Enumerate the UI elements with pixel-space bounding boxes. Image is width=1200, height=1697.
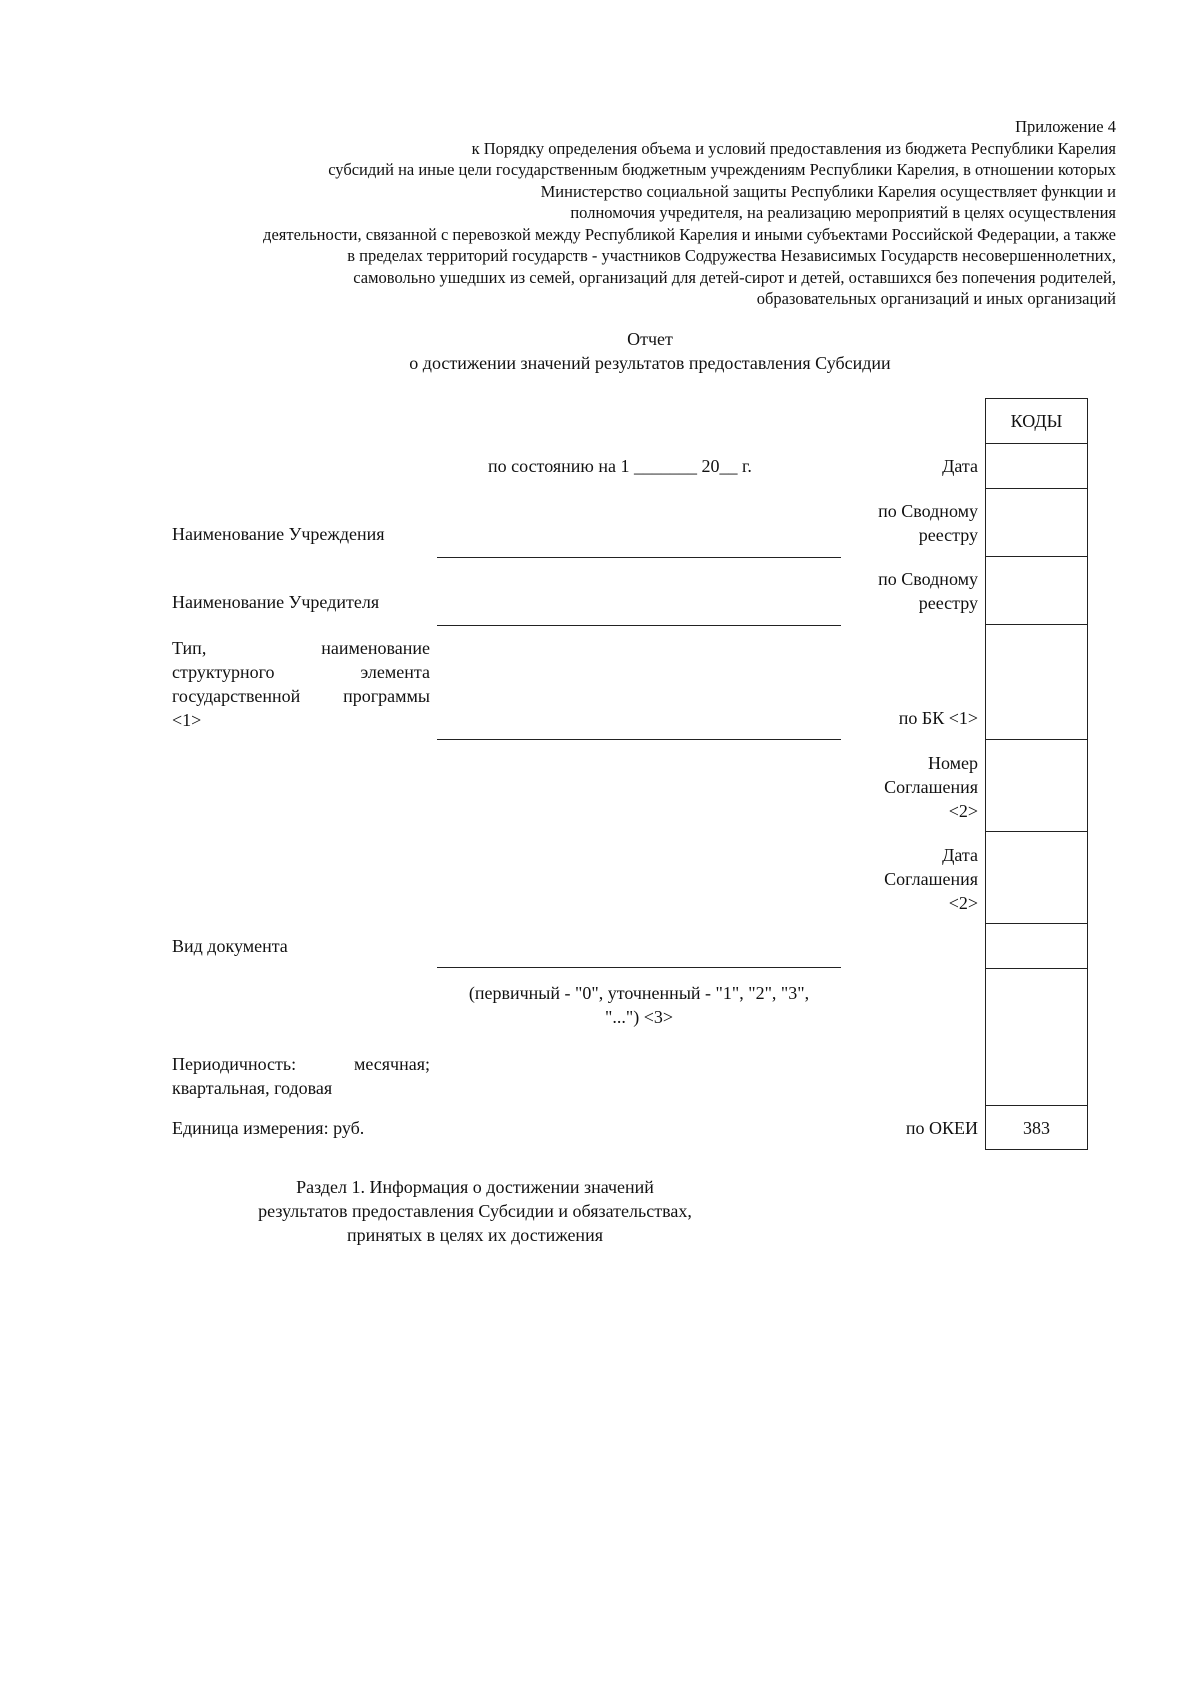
doc-type-line[interactable] <box>437 967 841 968</box>
appendix-line: образовательных организаций и иных организаций <box>756 289 1116 308</box>
doc-type-hint-1: (первичный - "0", уточненный - "1", "2", "3", <box>468 983 810 1003</box>
code-cell-bk[interactable] <box>986 624 1087 739</box>
appendix-line: в пределах территорий государств - участников Содружества Независимых Государств несовершеннолетних, <box>347 246 1116 265</box>
appendix-line: Приложение 4 <box>1015 117 1116 136</box>
code-cell-agreement-date[interactable] <box>986 831 1087 923</box>
label-periodicity-b: месячная; <box>353 1054 430 1074</box>
appendix-line: самовольно ушедших из семей, организаций для детей-сирот и детей, оставшихся без попечения родителей, <box>353 267 1116 287</box>
label-registry-institution-1: по Сводному <box>878 501 978 521</box>
label-registry-founder-2: реестру <box>918 593 978 613</box>
section1-heading-3: принятых в целях их достижения <box>347 1225 603 1245</box>
label-bk: по БК <1> <box>898 708 978 728</box>
label-date: Дата <box>942 456 978 476</box>
doc-type-hint-2: "...") <3> <box>605 1007 673 1027</box>
appendix-line: деятельности, связанной с перевозкой между Республикой Карелия и иными субъектами Российской Федерации, а также <box>263 224 1116 244</box>
label-program-word: наименование <box>321 638 430 658</box>
section1-heading-2: результатов предоставления Субсидии и обязательствах, <box>258 1201 692 1221</box>
label-okei: по ОКЕИ <box>905 1118 978 1138</box>
code-cell-registry-institution[interactable] <box>986 488 1087 556</box>
as-of-date: по состоянию на 1 _______ 20__ г. <box>488 456 752 476</box>
label-periodicity-2: квартальная, годовая <box>172 1078 333 1098</box>
label-program-word: структурного <box>172 662 275 682</box>
founder-name-line[interactable] <box>437 625 841 626</box>
label-registry-founder-1: по Сводному <box>878 569 978 589</box>
label-agreement-date-2: Соглашения <box>884 869 978 889</box>
label-program-word: программы <box>343 686 430 706</box>
code-cell-doc-type[interactable] <box>986 923 1087 968</box>
label-agreement-date-3: <2> <box>948 893 978 913</box>
appendix-line: Министерство социальной защиты Республики Карелия осуществляет функции и <box>540 181 1116 201</box>
program-element-line[interactable] <box>437 739 841 740</box>
label-unit: Единица измерения: руб. <box>172 1118 365 1138</box>
label-agreement-number-1: Номер <box>927 753 978 773</box>
institution-name-line[interactable] <box>437 557 841 558</box>
section1-heading-1: Раздел 1. Информация о достижении значений <box>296 1177 654 1197</box>
label-founder: Наименование Учредителя <box>172 592 380 612</box>
code-cell-agreement-number[interactable] <box>986 739 1087 831</box>
label-registry-institution-2: реестру <box>918 525 978 545</box>
appendix-line: субсидий на иные цели государственным бюджетным учреждениям Республики Карелия, в отношении которых <box>328 160 1116 179</box>
codes-table <box>985 398 1088 1150</box>
code-cell-periodicity[interactable] <box>986 968 1087 1105</box>
label-program-word: государственной <box>172 686 301 706</box>
report-title: Отчет <box>627 329 673 349</box>
label-program-word: Тип, <box>172 638 207 658</box>
label-doc-type: Вид документа <box>172 936 288 956</box>
code-cell-registry-founder[interactable] <box>986 556 1087 624</box>
code-cell-date[interactable] <box>986 443 1087 488</box>
report-subtitle: о достижении значений результатов предоставления Субсидии <box>409 353 891 373</box>
label-program-word: элемента <box>360 662 430 682</box>
label-agreement-date-1: Дата <box>942 845 978 865</box>
appendix-line: полномочия учредителя, на реализацию мероприятий в целях осуществления <box>570 203 1116 222</box>
appendix-header <box>116 116 1116 310</box>
label-program-word: <1> <box>172 710 202 730</box>
label-institution: Наименование Учреждения <box>172 524 385 544</box>
label-periodicity-a: Периодичность: <box>172 1054 297 1074</box>
code-cell-okei: 383 <box>986 1105 1087 1149</box>
label-agreement-number-2: Соглашения <box>884 777 978 797</box>
codes-header: КОДЫ <box>1010 411 1063 431</box>
appendix-line: к Порядку определения объема и условий предоставления из бюджета Республики Карелия <box>471 138 1116 158</box>
label-agreement-number-3: <2> <box>948 801 978 821</box>
